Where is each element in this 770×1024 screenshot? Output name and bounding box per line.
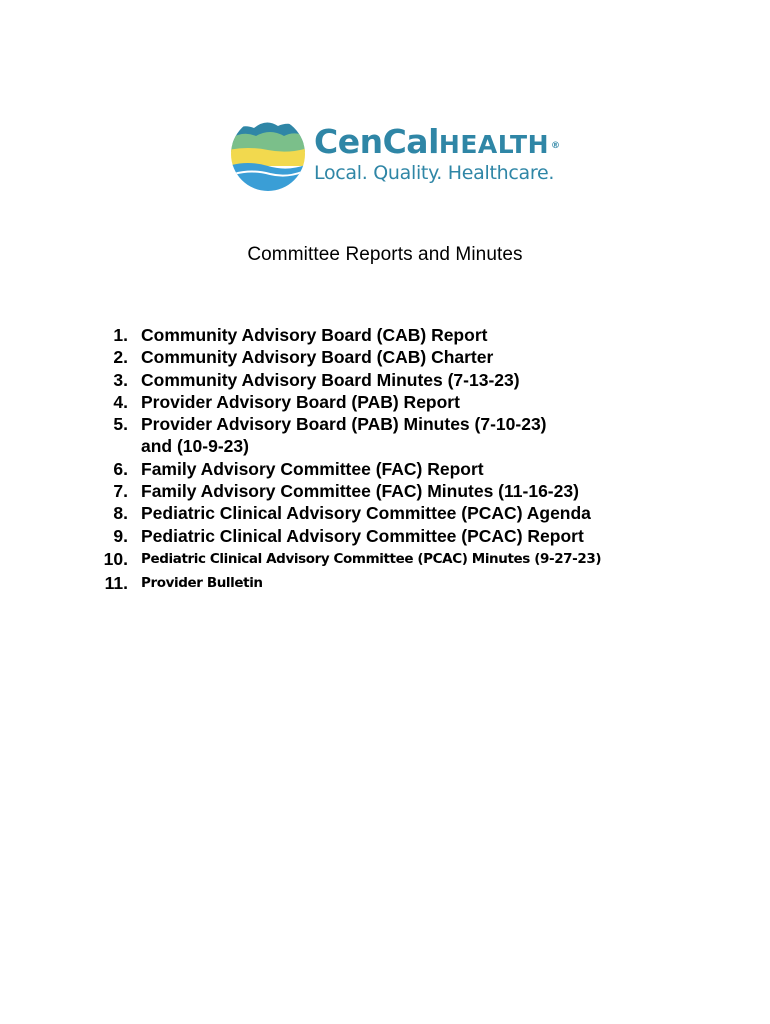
- committee-reports-list: [96, 324, 736, 595]
- list-item: [96, 571, 736, 595]
- registered-mark: ®: [551, 141, 560, 151]
- list-item-number: 7.: [113, 481, 128, 502]
- list-item-number: 2.: [113, 347, 128, 368]
- list-item-text: Pediatric Clinical Advisory Committee (PCAC) Minutes (9-27-23): [141, 550, 602, 567]
- list-item-text: Provider Advisory Board (PAB) Report: [141, 391, 460, 412]
- list-item-number: 5.: [113, 414, 128, 435]
- list-item-text: Pediatric Clinical Advisory Committee (PCAC) Agenda: [141, 503, 591, 524]
- list-item-text: Family Advisory Committee (FAC) Minutes (11-16-23): [141, 481, 579, 502]
- cencal-logo-mark-icon: [228, 114, 308, 194]
- list-item-text: Pediatric Clinical Advisory Committee (PCAC) Report: [141, 525, 584, 546]
- list-item: [96, 502, 736, 524]
- logo-brand-part2: HEALTH: [438, 130, 550, 159]
- list-item-continuation: and (10-9-23): [141, 436, 249, 457]
- list-item-number: 10.: [103, 548, 128, 569]
- list-item: [96, 413, 736, 458]
- cencal-health-logo: [228, 110, 560, 196]
- list-item: [96, 480, 736, 502]
- list-item-number: 3.: [113, 369, 128, 390]
- list-item: [96, 369, 736, 391]
- logo-brand-part1: CenCal: [314, 122, 439, 161]
- list-item-number: 4.: [113, 391, 128, 412]
- list-item-number: 9.: [113, 525, 128, 546]
- list-item-number: 6.: [113, 458, 128, 479]
- list-item: [96, 324, 736, 346]
- logo-brand-name: [314, 124, 560, 163]
- list-item-text: Community Advisory Board Minutes (7-13-23): [141, 369, 520, 390]
- list-item-text: Family Advisory Committee (FAC) Report: [141, 458, 484, 479]
- list-item: [96, 346, 736, 368]
- logo-tagline: Local. Quality. Healthcare.: [314, 162, 555, 184]
- list-item-text: Provider Bulletin: [141, 574, 263, 591]
- list-item-number: 8.: [113, 503, 128, 524]
- page-title: Committee Reports and Minutes: [247, 244, 523, 265]
- list-item: [96, 547, 736, 571]
- list-item: [96, 458, 736, 480]
- list-item: [96, 525, 736, 547]
- list-item-number: 11.: [104, 572, 128, 593]
- list-item-text: Community Advisory Board (CAB) Charter: [141, 347, 494, 368]
- list-item-text: Provider Advisory Board (PAB) Minutes (7-10-23): [141, 414, 547, 435]
- list-item-text: Community Advisory Board (CAB) Report: [141, 325, 488, 345]
- list-item: [96, 391, 736, 413]
- list-item-number: 1.: [113, 325, 128, 345]
